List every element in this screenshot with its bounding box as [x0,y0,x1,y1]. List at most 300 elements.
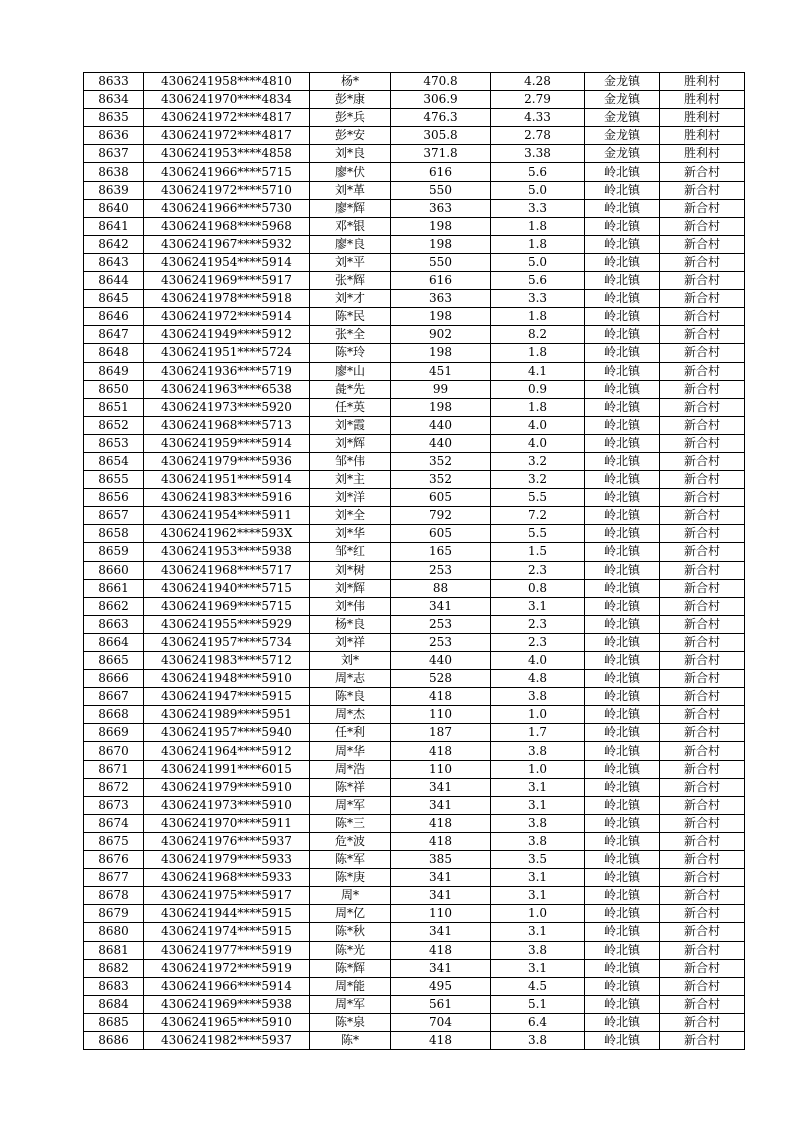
area-cell: 792 [391,507,491,525]
table-row [84,543,745,561]
seq-cell: 8660 [84,561,144,579]
id-cell: 4306241989****5951 [144,706,310,724]
area-cell: 363 [391,290,491,308]
id-cell: 4306241968****5717 [144,561,310,579]
town-cell: 岭北镇 [585,796,660,814]
name-cell: 廖*良 [310,235,391,253]
name-cell: 周*亿 [310,905,391,923]
town-cell: 岭北镇 [585,977,660,995]
town-cell: 金龙镇 [585,73,660,91]
seq-cell: 8646 [84,308,144,326]
table-row [84,416,745,434]
village-cell: 新合村 [660,1013,745,1031]
amount-cell: 2.3 [491,633,585,651]
area-cell: 440 [391,652,491,670]
area-cell: 305.8 [391,127,491,145]
id-cell: 4306241974****5915 [144,923,310,941]
amount-cell: 1.8 [491,344,585,362]
amount-cell: 1.8 [491,217,585,235]
area-cell: 341 [391,869,491,887]
table-row [84,507,745,525]
name-cell: 周*军 [310,995,391,1013]
area-cell: 253 [391,561,491,579]
id-cell: 4306241951****5724 [144,344,310,362]
village-cell: 新合村 [660,181,745,199]
village-cell: 新合村 [660,308,745,326]
name-cell: 刘*华 [310,525,391,543]
village-cell: 新合村 [660,688,745,706]
seq-cell: 8635 [84,109,144,127]
name-cell: 张*全 [310,326,391,344]
table-row [84,489,745,507]
seq-cell: 8634 [84,91,144,109]
id-cell: 4306241969****5715 [144,597,310,615]
seq-cell: 8680 [84,923,144,941]
amount-cell: 4.0 [491,652,585,670]
name-cell: 杨*良 [310,615,391,633]
village-cell: 新合村 [660,362,745,380]
village-cell: 新合村 [660,796,745,814]
area-cell: 418 [391,742,491,760]
village-cell: 新合村 [660,344,745,362]
name-cell: 陈*秋 [310,923,391,941]
id-cell: 4306241972****4817 [144,127,310,145]
table-row [84,796,745,814]
name-cell: 陈*泉 [310,1013,391,1031]
name-cell: 陈*民 [310,308,391,326]
village-cell: 新合村 [660,452,745,470]
amount-cell: 3.2 [491,471,585,489]
village-cell: 新合村 [660,959,745,977]
id-cell: 4306241979****5936 [144,452,310,470]
table-row [84,959,745,977]
town-cell: 岭北镇 [585,652,660,670]
table-row [84,326,745,344]
town-cell: 岭北镇 [585,362,660,380]
village-cell: 新合村 [660,489,745,507]
amount-cell: 1.0 [491,760,585,778]
id-cell: 4306241958****4810 [144,73,310,91]
name-cell: 刘*全 [310,507,391,525]
village-cell: 新合村 [660,977,745,995]
town-cell: 岭北镇 [585,525,660,543]
seq-cell: 8674 [84,814,144,832]
amount-cell: 3.1 [491,869,585,887]
village-cell: 新合村 [660,887,745,905]
table-row [84,525,745,543]
amount-cell: 3.1 [491,887,585,905]
table-row [84,887,745,905]
table-row [84,814,745,832]
id-cell: 4306241968****5968 [144,217,310,235]
area-cell: 440 [391,416,491,434]
area-cell: 528 [391,670,491,688]
town-cell: 金龙镇 [585,145,660,163]
seq-cell: 8654 [84,452,144,470]
table-body [84,73,745,1050]
amount-cell: 8.2 [491,326,585,344]
town-cell: 岭北镇 [585,235,660,253]
village-cell: 新合村 [660,814,745,832]
seq-cell: 8639 [84,181,144,199]
seq-cell: 8653 [84,434,144,452]
amount-cell: 3.3 [491,199,585,217]
table-row [84,597,745,615]
id-cell: 4306241964****5912 [144,742,310,760]
area-cell: 198 [391,235,491,253]
amount-cell: 3.5 [491,851,585,869]
name-cell: 周*杰 [310,706,391,724]
village-cell: 新合村 [660,434,745,452]
village-cell: 新合村 [660,724,745,742]
id-cell: 4306241968****5933 [144,869,310,887]
name-cell: 彭*安 [310,127,391,145]
amount-cell: 3.38 [491,145,585,163]
area-cell: 476.3 [391,109,491,127]
amount-cell: 5.5 [491,489,585,507]
name-cell: 廖*辉 [310,199,391,217]
village-cell: 新合村 [660,199,745,217]
seq-cell: 8673 [84,796,144,814]
area-cell: 253 [391,615,491,633]
town-cell: 金龙镇 [585,91,660,109]
seq-cell: 8671 [84,760,144,778]
id-cell: 4306241982****5937 [144,1031,310,1049]
amount-cell: 5.6 [491,272,585,290]
seq-cell: 8684 [84,995,144,1013]
name-cell: 刘*才 [310,290,391,308]
name-cell: 周*华 [310,742,391,760]
table-row [84,923,745,941]
id-cell: 4306241991****6015 [144,760,310,778]
town-cell: 岭北镇 [585,290,660,308]
seq-cell: 8683 [84,977,144,995]
seq-cell: 8678 [84,887,144,905]
seq-cell: 8685 [84,1013,144,1031]
table-row [84,181,745,199]
village-cell: 新合村 [660,217,745,235]
village-cell: 新合村 [660,272,745,290]
table-row [84,995,745,1013]
table-row [84,832,745,850]
name-cell: 周*浩 [310,760,391,778]
town-cell: 岭北镇 [585,272,660,290]
name-cell: 周* [310,887,391,905]
seq-cell: 8644 [84,272,144,290]
id-cell: 4306241954****5911 [144,507,310,525]
town-cell: 岭北镇 [585,670,660,688]
seq-cell: 8659 [84,543,144,561]
town-cell: 岭北镇 [585,923,660,941]
town-cell: 岭北镇 [585,832,660,850]
village-cell: 新合村 [660,905,745,923]
town-cell: 岭北镇 [585,452,660,470]
name-cell: 刘*洋 [310,489,391,507]
village-cell: 新合村 [660,615,745,633]
area-cell: 99 [391,380,491,398]
town-cell: 金龙镇 [585,127,660,145]
town-cell: 岭北镇 [585,507,660,525]
seq-cell: 8638 [84,163,144,181]
name-cell: 陈*庚 [310,869,391,887]
area-cell: 363 [391,199,491,217]
amount-cell: 0.9 [491,380,585,398]
area-cell: 371.8 [391,145,491,163]
seq-cell: 8679 [84,905,144,923]
id-cell: 4306241965****5910 [144,1013,310,1031]
town-cell: 岭北镇 [585,326,660,344]
name-cell: 邹*红 [310,543,391,561]
table-row [84,109,745,127]
table-row [84,253,745,271]
village-cell: 新合村 [660,652,745,670]
seq-cell: 8668 [84,706,144,724]
town-cell: 岭北镇 [585,597,660,615]
town-cell: 岭北镇 [585,561,660,579]
town-cell: 岭北镇 [585,217,660,235]
amount-cell: 3.1 [491,778,585,796]
seq-cell: 8643 [84,253,144,271]
area-cell: 352 [391,471,491,489]
village-cell: 新合村 [660,851,745,869]
village-cell: 新合村 [660,543,745,561]
seq-cell: 8652 [84,416,144,434]
id-cell: 4306241969****5938 [144,995,310,1013]
seq-cell: 8650 [84,380,144,398]
id-cell: 4306241972****4817 [144,109,310,127]
village-cell: 新合村 [660,706,745,724]
village-cell: 新合村 [660,416,745,434]
id-cell: 4306241972****5919 [144,959,310,977]
id-cell: 4306241936****5719 [144,362,310,380]
town-cell: 岭北镇 [585,995,660,1013]
table-row [84,977,745,995]
table-row [84,706,745,724]
area-cell: 550 [391,181,491,199]
seq-cell: 8642 [84,235,144,253]
seq-cell: 8640 [84,199,144,217]
table-row [84,724,745,742]
village-cell: 新合村 [660,1031,745,1049]
amount-cell: 4.33 [491,109,585,127]
table-row [84,615,745,633]
town-cell: 岭北镇 [585,489,660,507]
table-row [84,235,745,253]
table-row [84,579,745,597]
seq-cell: 8665 [84,652,144,670]
id-cell: 4306241963****6538 [144,380,310,398]
amount-cell: 2.78 [491,127,585,145]
town-cell: 岭北镇 [585,579,660,597]
amount-cell: 1.8 [491,398,585,416]
amount-cell: 2.79 [491,91,585,109]
amount-cell: 3.8 [491,1031,585,1049]
seq-cell: 8676 [84,851,144,869]
amount-cell: 3.1 [491,923,585,941]
town-cell: 岭北镇 [585,163,660,181]
id-cell: 4306241949****5912 [144,326,310,344]
name-cell: 陈* [310,1031,391,1049]
name-cell: 陈*玲 [310,344,391,362]
id-cell: 4306241962****593X [144,525,310,543]
village-cell: 胜利村 [660,127,745,145]
table-row [84,163,745,181]
name-cell: 刘*伟 [310,597,391,615]
area-cell: 451 [391,362,491,380]
area-cell: 253 [391,633,491,651]
area-cell: 418 [391,1031,491,1049]
village-cell: 新合村 [660,561,745,579]
seq-cell: 8662 [84,597,144,615]
table-row [84,760,745,778]
seq-cell: 8682 [84,959,144,977]
amount-cell: 1.0 [491,905,585,923]
amount-cell: 3.1 [491,597,585,615]
table-row [84,145,745,163]
town-cell: 岭北镇 [585,724,660,742]
amount-cell: 1.8 [491,235,585,253]
town-cell: 岭北镇 [585,688,660,706]
name-cell: 刘*主 [310,471,391,489]
village-cell: 新合村 [660,380,745,398]
name-cell: 陈*军 [310,851,391,869]
seq-cell: 8686 [84,1031,144,1049]
village-cell: 新合村 [660,597,745,615]
name-cell: 任*利 [310,724,391,742]
seq-cell: 8651 [84,398,144,416]
id-cell: 4306241954****5914 [144,253,310,271]
town-cell: 金龙镇 [585,109,660,127]
name-cell: 刘*辉 [310,579,391,597]
amount-cell: 3.8 [491,814,585,832]
village-cell: 新合村 [660,923,745,941]
amount-cell: 3.8 [491,832,585,850]
id-cell: 4306241953****5938 [144,543,310,561]
id-cell: 4306241966****5715 [144,163,310,181]
id-cell: 4306241973****5910 [144,796,310,814]
seq-cell: 8667 [84,688,144,706]
table-row [84,199,745,217]
seq-cell: 8677 [84,869,144,887]
name-cell: 陈*祥 [310,778,391,796]
table-row [84,434,745,452]
village-cell: 新合村 [660,507,745,525]
table-row [84,398,745,416]
area-cell: 440 [391,434,491,452]
id-cell: 4306241944****5915 [144,905,310,923]
id-cell: 4306241976****5937 [144,832,310,850]
name-cell: 危*波 [310,832,391,850]
name-cell: 任*英 [310,398,391,416]
seq-cell: 8669 [84,724,144,742]
table-row [84,561,745,579]
amount-cell: 3.8 [491,688,585,706]
seq-cell: 8670 [84,742,144,760]
table-row [84,471,745,489]
name-cell: 刘*祥 [310,633,391,651]
area-cell: 88 [391,579,491,597]
table-row [84,344,745,362]
village-cell: 新合村 [660,869,745,887]
town-cell: 岭北镇 [585,851,660,869]
town-cell: 岭北镇 [585,814,660,832]
area-cell: 561 [391,995,491,1013]
area-cell: 616 [391,272,491,290]
seq-cell: 8656 [84,489,144,507]
seq-cell: 8645 [84,290,144,308]
table-row [84,652,745,670]
name-cell: 彭*康 [310,91,391,109]
seq-cell: 8649 [84,362,144,380]
amount-cell: 3.8 [491,941,585,959]
table-row [84,851,745,869]
id-cell: 4306241957****5734 [144,633,310,651]
town-cell: 岭北镇 [585,398,660,416]
area-cell: 605 [391,525,491,543]
village-cell: 新合村 [660,525,745,543]
town-cell: 岭北镇 [585,344,660,362]
amount-cell: 5.5 [491,525,585,543]
village-cell: 新合村 [660,670,745,688]
name-cell: 廖*伏 [310,163,391,181]
town-cell: 岭北镇 [585,416,660,434]
village-cell: 新合村 [660,941,745,959]
id-cell: 4306241979****5910 [144,778,310,796]
amount-cell: 1.7 [491,724,585,742]
amount-cell: 5.1 [491,995,585,1013]
town-cell: 岭北镇 [585,253,660,271]
area-cell: 616 [391,163,491,181]
area-cell: 165 [391,543,491,561]
data-table [83,72,745,1050]
amount-cell: 4.0 [491,434,585,452]
area-cell: 110 [391,905,491,923]
area-cell: 341 [391,887,491,905]
table-row [84,308,745,326]
village-cell: 新合村 [660,471,745,489]
seq-cell: 8666 [84,670,144,688]
id-cell: 4306241966****5730 [144,199,310,217]
table-row [84,941,745,959]
area-cell: 352 [391,452,491,470]
table-row [84,869,745,887]
seq-cell: 8672 [84,778,144,796]
amount-cell: 2.3 [491,615,585,633]
id-cell: 4306241966****5914 [144,977,310,995]
village-cell: 新合村 [660,398,745,416]
id-cell: 4306241957****5940 [144,724,310,742]
village-cell: 新合村 [660,633,745,651]
village-cell: 新合村 [660,742,745,760]
seq-cell: 8641 [84,217,144,235]
name-cell: 陈*光 [310,941,391,959]
area-cell: 418 [391,941,491,959]
name-cell: 陈*良 [310,688,391,706]
name-cell: 彭*兵 [310,109,391,127]
table-row [84,452,745,470]
town-cell: 岭北镇 [585,181,660,199]
area-cell: 198 [391,308,491,326]
amount-cell: 4.1 [491,362,585,380]
id-cell: 4306241968****5713 [144,416,310,434]
name-cell: 刘*霞 [310,416,391,434]
id-cell: 4306241951****5914 [144,471,310,489]
town-cell: 岭北镇 [585,959,660,977]
town-cell: 岭北镇 [585,1013,660,1031]
table-row [84,670,745,688]
table-row [84,742,745,760]
id-cell: 4306241959****5914 [144,434,310,452]
